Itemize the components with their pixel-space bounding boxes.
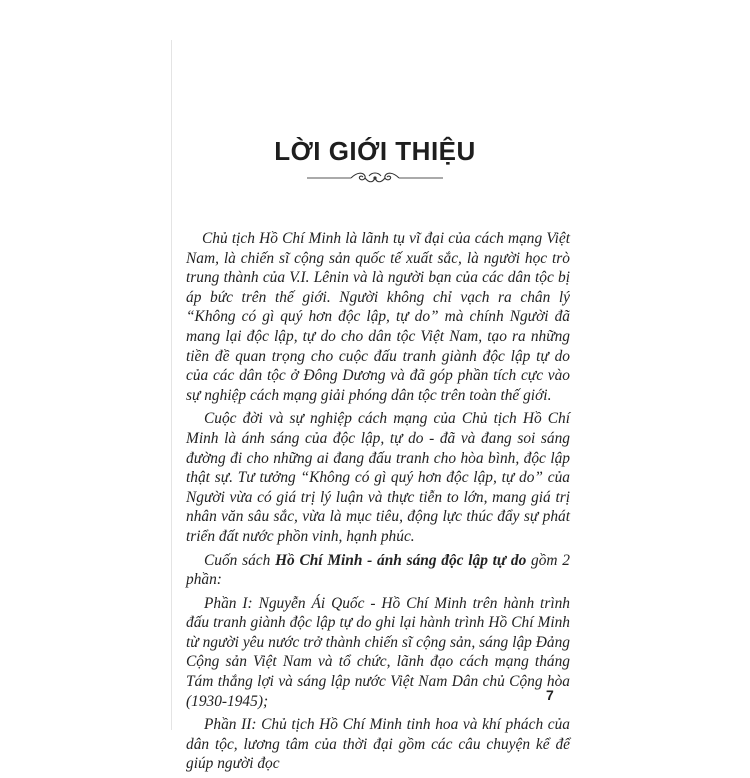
paragraph-part-1: Phần I: Nguyễn Ái Quốc - Hồ Chí Minh trên hành trình đấu tranh giành độc lập tự do ghi lại hành trình Hồ Chí Minh từ người yêu nước trở thành chiến sĩ cộng sản, sáng lập Đảng Cộng sản Việt Nam và tổ chức, lãnh đạo cách mạng tháng Tám thắng lợi và sáng lập nước Việt Nam Dân chủ Cộng hòa (1930-1945); (186, 594, 570, 710)
paragraph-1: Chủ tịch Hồ Chí Minh là lãnh tụ vĩ đại của cách mạng Việt Nam, là chiến sĩ cộng sản quốc tế xuất sắc, là người học trò trung thành của V.I. Lênin và là người bạn của các dân tộc bị áp bức trên thế giới. Người không chỉ vạch ra chân lý “Không có gì quý hơn độc lập, tự do” mà chính Người đã mang lại độc lập, tự do cho dân tộc Việt Nam, tạo ra những tiền đề quan trọng cho cuộc đấu tranh giành độc lập tự do của các dân tộc ở Đông Dương và đã góp phần tích cực vào sự nghiệp cách mạng giải phóng dân tộc trên toàn thế giới. (186, 230, 570, 404)
book-intro-prefix: Cuốn sách (204, 551, 276, 569)
introduction-body (186, 229, 570, 778)
page-number: 7 (546, 687, 554, 703)
book-title: Hồ Chí Minh - ánh sáng độc lập tự do (275, 551, 527, 569)
page-title: LỜI GIỚI THIỆU (274, 136, 476, 166)
decorative-flourish-icon (305, 170, 445, 186)
book-intro-suffix: gồm 2 phần: (186, 551, 570, 589)
paragraph-2: Cuộc đời và sự nghiệp cách mạng của Chủ tịch Hồ Chí Minh là ánh sáng của độc lập, tự do - đã và đang soi sáng đường đi cho những ai đang đấu tranh cho hòa bình, độc lập thật sự. Tư tưởng “Không có gì quý hơn độc lập, tự do” của Người vừa có giá trị lý luận và thực tiễn to lớn, mang giá trị nhân văn sâu sắc, vừa là mục tiêu, động lực thúc đẩy sự phát triển đất nước phồn vinh, hạnh phúc. (186, 410, 570, 545)
paragraph-book-intro (186, 551, 570, 590)
paragraph-part-2: Phần II: Chủ tịch Hồ Chí Minh tinh hoa và khí phách của dân tộc, lương tâm của thời đại gồm các câu chuyện kể để giúp người đọc (186, 716, 570, 773)
